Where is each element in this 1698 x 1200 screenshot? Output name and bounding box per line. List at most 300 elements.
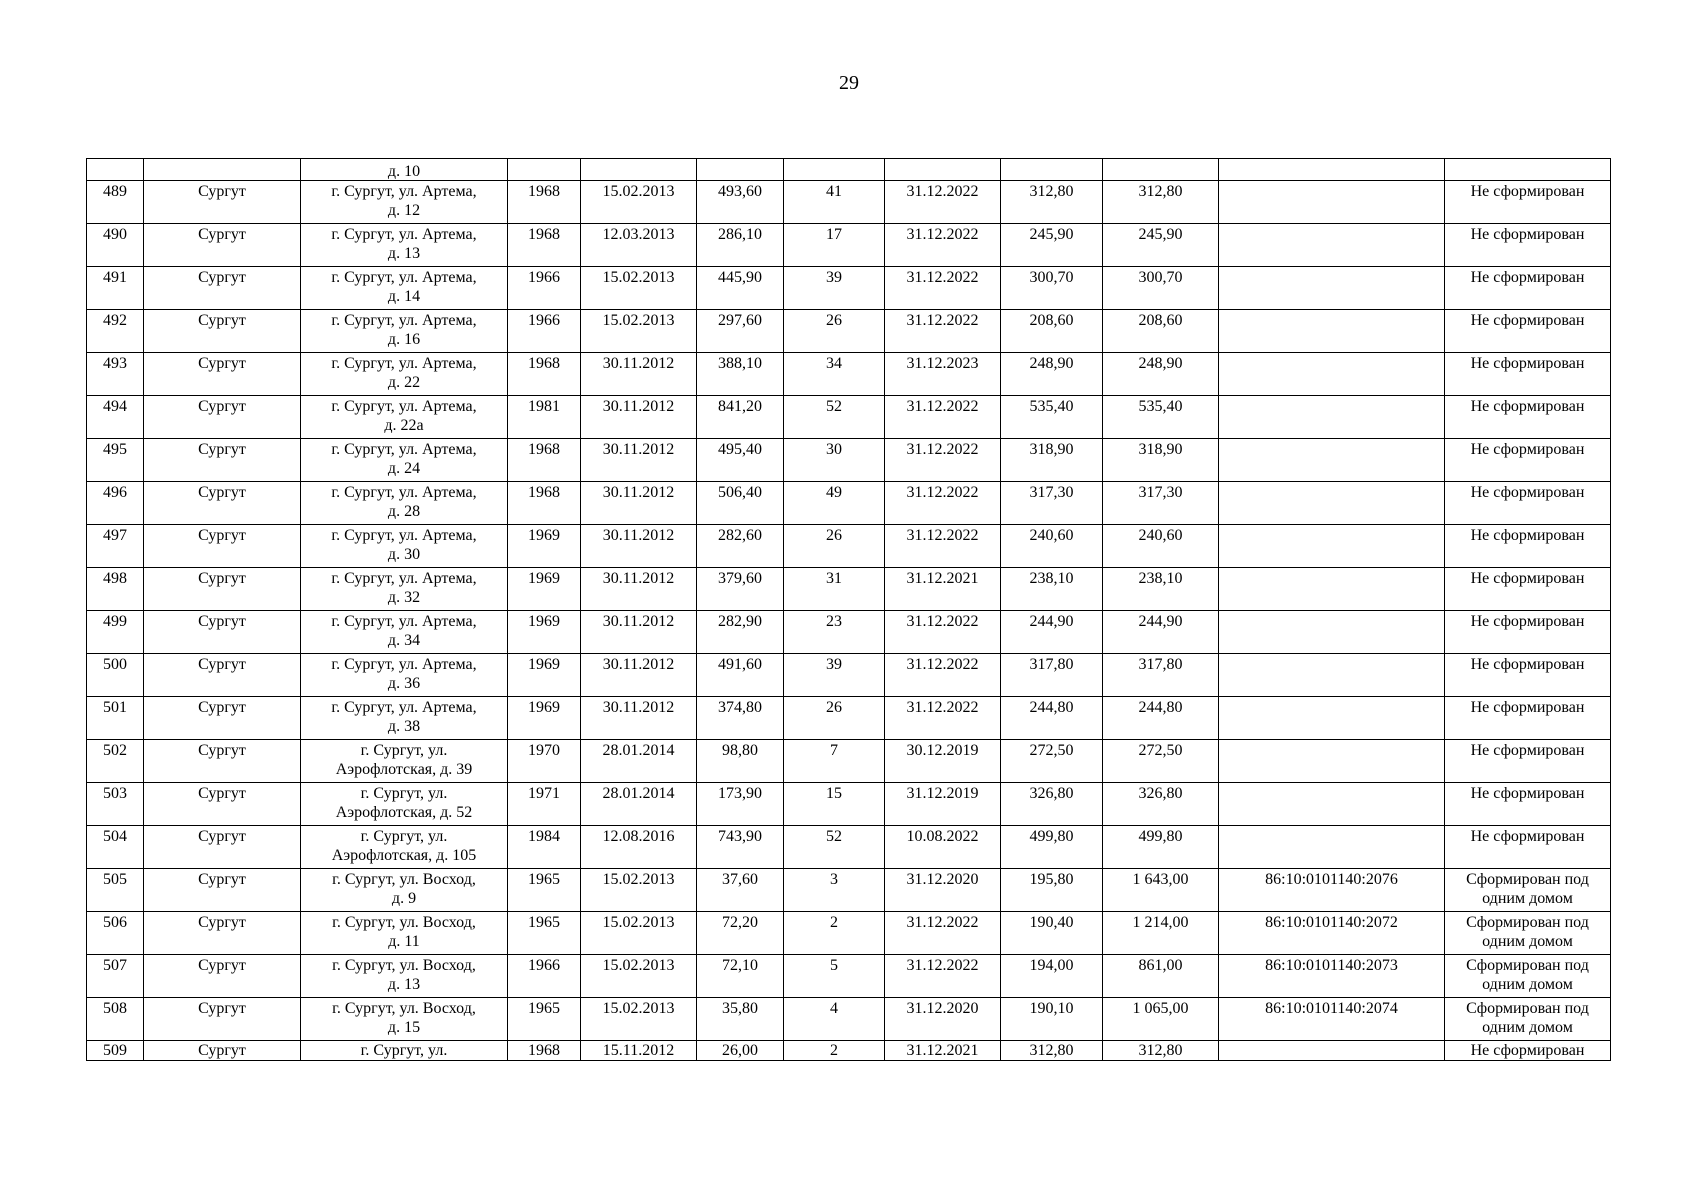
cell-deadline: 31.12.2022 xyxy=(885,955,1001,998)
cell-address-line-1: г. Сургут, ул. Артема, xyxy=(331,355,477,372)
cell-status xyxy=(1445,482,1611,525)
cell-address-line-1: г. Сургут, ул. Артема, xyxy=(331,656,477,673)
cell-address xyxy=(301,525,508,568)
cell-status: Не сформирован xyxy=(1445,1041,1611,1061)
cell-number: 509 xyxy=(87,1041,144,1061)
cell-area: 35,80 xyxy=(697,998,784,1041)
cell-count: 34 xyxy=(784,353,885,396)
cell-cadastral xyxy=(1219,826,1445,869)
cell-count: 5 xyxy=(784,955,885,998)
cell-area-2: 318,90 xyxy=(1001,439,1103,482)
cell-cadastral: 86:10:0101140:2074 xyxy=(1219,998,1445,1041)
cell-area-3: 272,50 xyxy=(1103,740,1219,783)
cell-area: 506,40 xyxy=(697,482,784,525)
cell-city: Сургут xyxy=(144,353,301,396)
cell-count: 2 xyxy=(784,912,885,955)
cell-address-line-2: д. 16 xyxy=(387,331,421,348)
cell-status xyxy=(1445,869,1611,912)
cell-date: 15.02.2013 xyxy=(581,869,697,912)
cell-number: 490 xyxy=(87,224,144,267)
table-row-truncated xyxy=(87,1041,1611,1061)
cell-address-line-2: д. 30 xyxy=(387,546,421,563)
cell-date: 12.03.2013 xyxy=(581,224,697,267)
table-row xyxy=(87,826,1611,869)
cell-area-2: 272,50 xyxy=(1001,740,1103,783)
cell-status xyxy=(1445,568,1611,611)
cell-status xyxy=(1445,912,1611,955)
cell-date: 30.11.2012 xyxy=(581,525,697,568)
cell-area-2: 535,40 xyxy=(1001,396,1103,439)
cell-address xyxy=(301,955,508,998)
cell-deadline: 31.12.2022 xyxy=(885,912,1001,955)
cell-address xyxy=(301,912,508,955)
cell-count: 49 xyxy=(784,482,885,525)
cell-year xyxy=(508,159,581,181)
cell-deadline: 31.12.2022 xyxy=(885,396,1001,439)
cell-date: 30.11.2012 xyxy=(581,353,697,396)
cell-number: 498 xyxy=(87,568,144,611)
cell-date: 30.11.2012 xyxy=(581,396,697,439)
cell-address-line-2: Аэрофлотская, д. 39 xyxy=(335,761,473,778)
cell-area-2: 208,60 xyxy=(1001,310,1103,353)
cell-number: 502 xyxy=(87,740,144,783)
cell-count: 26 xyxy=(784,525,885,568)
cell-date: 15.02.2013 xyxy=(581,955,697,998)
cell-area-3: 326,80 xyxy=(1103,783,1219,826)
cell-address-line-1: г. Сургут, ул. Артема, xyxy=(331,484,477,501)
cell-address-line-1: г. Сургут, ул. Артема, xyxy=(331,183,477,200)
cell-count: 23 xyxy=(784,611,885,654)
cell-area-2: 194,00 xyxy=(1001,955,1103,998)
cell-count: 3 xyxy=(784,869,885,912)
cell-city: Сургут xyxy=(144,482,301,525)
cell-area-3: 317,80 xyxy=(1103,654,1219,697)
cell-address xyxy=(301,740,508,783)
cell-number: 497 xyxy=(87,525,144,568)
cell-area: 282,60 xyxy=(697,525,784,568)
cell-cadastral xyxy=(1219,482,1445,525)
cell-area-3: 535,40 xyxy=(1103,396,1219,439)
cell-area xyxy=(697,159,784,181)
cell-address-line-2: Аэрофлотская, д. 52 xyxy=(335,804,473,821)
cell-status-line-1: Сформирован под xyxy=(1466,957,1589,974)
cell-status xyxy=(1445,396,1611,439)
cell-address-line-1: г. Сургут, ул. Артема, xyxy=(331,699,477,716)
cell-area: 493,60 xyxy=(697,181,784,224)
table-row xyxy=(87,396,1611,439)
cell-area-3 xyxy=(1103,159,1219,181)
cell-address-line-2: д. 32 xyxy=(387,589,421,606)
cell-status-line-1: Не сформирован xyxy=(1470,785,1585,802)
cell-area: 743,90 xyxy=(697,826,784,869)
cell-year: 1970 xyxy=(508,740,581,783)
cell-deadline: 31.12.2022 xyxy=(885,611,1001,654)
cell-number: 495 xyxy=(87,439,144,482)
cell-count: 15 xyxy=(784,783,885,826)
cell-date: 15.02.2013 xyxy=(581,181,697,224)
cell-status xyxy=(1445,525,1611,568)
cell-year: 1969 xyxy=(508,654,581,697)
table-row xyxy=(87,783,1611,826)
cell-area: 72,20 xyxy=(697,912,784,955)
cell-status xyxy=(1445,310,1611,353)
cell-address-line-1: г. Сургут, ул. Артема, xyxy=(331,226,477,243)
table-row xyxy=(87,740,1611,783)
cell-number: 504 xyxy=(87,826,144,869)
cell-cadastral: 86:10:0101140:2072 xyxy=(1219,912,1445,955)
cell-address-line-1: г. Сургут, ул. Артема, xyxy=(331,398,477,415)
cell-date: 30.11.2012 xyxy=(581,568,697,611)
cell-address-line-2: д. 24 xyxy=(387,460,421,477)
cell-area-2: 312,80 xyxy=(1001,181,1103,224)
cell-city: Сургут xyxy=(144,267,301,310)
cell-deadline xyxy=(885,159,1001,181)
cell-date: 28.01.2014 xyxy=(581,740,697,783)
cell-area: 286,10 xyxy=(697,224,784,267)
cell-city: Сургут xyxy=(144,783,301,826)
cell-date: 30.11.2012 xyxy=(581,482,697,525)
cell-address-line-2: д. 36 xyxy=(387,675,421,692)
cell-address-line-2: д. 22а xyxy=(384,417,424,434)
cell-deadline: 31.12.2022 xyxy=(885,697,1001,740)
cell-address-line-1: г. Сургут, ул. Артема, xyxy=(331,441,477,458)
table-row xyxy=(87,439,1611,482)
cell-cadastral xyxy=(1219,783,1445,826)
cell-number: 501 xyxy=(87,697,144,740)
cell-address-line-2: д. 9 xyxy=(391,890,417,907)
cell-status-line-1: Не сформирован xyxy=(1470,269,1585,286)
cell-area: 445,90 xyxy=(697,267,784,310)
cell-address-line-1: г. Сургут, ул. Восход, xyxy=(332,914,476,931)
cell-area: 297,60 xyxy=(697,310,784,353)
cell-address xyxy=(301,568,508,611)
cell-area: 173,90 xyxy=(697,783,784,826)
cell-area-3: 300,70 xyxy=(1103,267,1219,310)
cell-date: 15.02.2013 xyxy=(581,310,697,353)
cell-area-2: 190,10 xyxy=(1001,998,1103,1041)
cell-area-3: 244,80 xyxy=(1103,697,1219,740)
cell-status xyxy=(1445,998,1611,1041)
cell-area-2: 245,90 xyxy=(1001,224,1103,267)
cell-count: 4 xyxy=(784,998,885,1041)
cell-date: 28.01.2014 xyxy=(581,783,697,826)
cell-date: 30.11.2012 xyxy=(581,697,697,740)
table-row xyxy=(87,310,1611,353)
cell-address-line-1: г. Сургут, ул. xyxy=(360,742,448,759)
cell-cadastral xyxy=(1219,353,1445,396)
registry-body xyxy=(87,159,1611,1061)
cell-area: 26,00 xyxy=(697,1041,784,1061)
cell-area-2: 244,80 xyxy=(1001,697,1103,740)
cell-deadline: 31.12.2021 xyxy=(885,568,1001,611)
cell-date: 15.11.2012 xyxy=(581,1041,697,1061)
cell-cadastral xyxy=(1219,224,1445,267)
cell-year: 1968 xyxy=(508,353,581,396)
cell-area: 491,60 xyxy=(697,654,784,697)
cell-area-2: 240,60 xyxy=(1001,525,1103,568)
cell-area-3: 240,60 xyxy=(1103,525,1219,568)
cell-area-3: 312,80 xyxy=(1103,1041,1219,1061)
cell-cadastral xyxy=(1219,654,1445,697)
cell-number: 496 xyxy=(87,482,144,525)
table-row-continued xyxy=(87,159,1611,181)
cell-cadastral xyxy=(1219,159,1445,181)
cell-status xyxy=(1445,783,1611,826)
cell-number: 494 xyxy=(87,396,144,439)
cell-cadastral xyxy=(1219,1041,1445,1061)
cell-status xyxy=(1445,439,1611,482)
cell-address-line-2: д. 14 xyxy=(387,288,421,305)
cell-cadastral xyxy=(1219,396,1445,439)
cell-area-2: 248,90 xyxy=(1001,353,1103,396)
cell-city xyxy=(144,159,301,181)
cell-address-line-1: г. Сургут, ул. Восход, xyxy=(332,871,476,888)
cell-status-line-1: Не сформирован xyxy=(1470,742,1585,759)
cell-status xyxy=(1445,611,1611,654)
cell-cadastral xyxy=(1219,267,1445,310)
cell-address xyxy=(301,697,508,740)
cell-area: 841,20 xyxy=(697,396,784,439)
cell-area-2: 317,30 xyxy=(1001,482,1103,525)
cell-date: 15.02.2013 xyxy=(581,998,697,1041)
cell-area-2: 317,80 xyxy=(1001,654,1103,697)
cell-status-line-2: одним домом xyxy=(1482,933,1573,950)
cell-number: 493 xyxy=(87,353,144,396)
cell-city: Сургут xyxy=(144,611,301,654)
cell-deadline: 31.12.2020 xyxy=(885,869,1001,912)
cell-area: 72,10 xyxy=(697,955,784,998)
cell-count: 39 xyxy=(784,654,885,697)
cell-city: Сургут xyxy=(144,439,301,482)
table-row xyxy=(87,224,1611,267)
cell-address-line-1: г. Сургут, ул. Артема, xyxy=(331,613,477,630)
cell-address-line-1: г. Сургут, ул. Артема, xyxy=(331,312,477,329)
cell-number: 503 xyxy=(87,783,144,826)
cell-area: 495,40 xyxy=(697,439,784,482)
cell-cadastral xyxy=(1219,310,1445,353)
table-row xyxy=(87,869,1611,912)
cell-area-2: 326,80 xyxy=(1001,783,1103,826)
cell-address-line-1: г. Сургут, ул. xyxy=(360,785,448,802)
cell-deadline: 31.12.2022 xyxy=(885,654,1001,697)
cell-status-line-1: Не сформирован xyxy=(1470,355,1585,372)
cell-area-3: 499,80 xyxy=(1103,826,1219,869)
cell-deadline: 31.12.2022 xyxy=(885,181,1001,224)
cell-count: 30 xyxy=(784,439,885,482)
cell-year: 1966 xyxy=(508,267,581,310)
cell-city: Сургут xyxy=(144,525,301,568)
cell-address xyxy=(301,396,508,439)
cell-address: д. 10 xyxy=(301,159,508,181)
cell-status xyxy=(1445,353,1611,396)
cell-year: 1984 xyxy=(508,826,581,869)
cell-cadastral: 86:10:0101140:2076 xyxy=(1219,869,1445,912)
cell-year: 1969 xyxy=(508,525,581,568)
cell-cadastral xyxy=(1219,525,1445,568)
cell-area-3: 312,80 xyxy=(1103,181,1219,224)
table-row xyxy=(87,181,1611,224)
table-row xyxy=(87,697,1611,740)
cell-status-line-1: Не сформирован xyxy=(1470,828,1585,845)
cell-count: 41 xyxy=(784,181,885,224)
cell-city: Сургут xyxy=(144,310,301,353)
cell-deadline: 31.12.2022 xyxy=(885,482,1001,525)
cell-year: 1965 xyxy=(508,869,581,912)
cell-city: Сургут xyxy=(144,1041,301,1061)
cell-count: 2 xyxy=(784,1041,885,1061)
cell-number: 499 xyxy=(87,611,144,654)
cell-status xyxy=(1445,826,1611,869)
cell-year: 1969 xyxy=(508,568,581,611)
cell-cadastral: 86:10:0101140:2073 xyxy=(1219,955,1445,998)
cell-status-line-1: Не сформирован xyxy=(1470,226,1585,243)
cell-number: 500 xyxy=(87,654,144,697)
cell-status xyxy=(1445,267,1611,310)
cell-status-line-2: одним домом xyxy=(1482,890,1573,907)
cell-city: Сургут xyxy=(144,224,301,267)
cell-address-line-2: д. 15 xyxy=(387,1019,421,1036)
cell-address xyxy=(301,353,508,396)
cell-address-line-1: г. Сургут, ул. Артема, xyxy=(331,269,477,286)
cell-address-line-2: д. 34 xyxy=(387,632,421,649)
cell-deadline: 31.12.2021 xyxy=(885,1041,1001,1061)
cell-deadline: 31.12.2019 xyxy=(885,783,1001,826)
cell-city: Сургут xyxy=(144,654,301,697)
cell-area-3: 861,00 xyxy=(1103,955,1219,998)
cell-count: 26 xyxy=(784,310,885,353)
table-row xyxy=(87,611,1611,654)
cell-year: 1981 xyxy=(508,396,581,439)
cell-year: 1968 xyxy=(508,1041,581,1061)
cell-area-3: 318,90 xyxy=(1103,439,1219,482)
cell-city: Сургут xyxy=(144,998,301,1041)
cell-address-line-2: Аэрофлотская, д. 105 xyxy=(331,847,477,864)
table-row xyxy=(87,654,1611,697)
cell-area-3: 244,90 xyxy=(1103,611,1219,654)
cell-city: Сургут xyxy=(144,826,301,869)
table-row xyxy=(87,998,1611,1041)
cell-city: Сургут xyxy=(144,869,301,912)
table-row xyxy=(87,955,1611,998)
cell-city: Сургут xyxy=(144,568,301,611)
cell-address xyxy=(301,181,508,224)
cell-count: 17 xyxy=(784,224,885,267)
cell-address-line-2: д. 28 xyxy=(387,503,421,520)
cell-cadastral xyxy=(1219,740,1445,783)
cell-area-3: 238,10 xyxy=(1103,568,1219,611)
cell-count xyxy=(784,159,885,181)
cell-address xyxy=(301,783,508,826)
cell-address xyxy=(301,267,508,310)
table-row xyxy=(87,353,1611,396)
cell-deadline: 31.12.2022 xyxy=(885,525,1001,568)
cell-status-line-1: Не сформирован xyxy=(1470,183,1585,200)
registry-table xyxy=(86,158,1611,1061)
cell-address xyxy=(301,224,508,267)
cell-area-3: 1 065,00 xyxy=(1103,998,1219,1041)
cell-count: 52 xyxy=(784,826,885,869)
cell-status xyxy=(1445,224,1611,267)
cell-address xyxy=(301,611,508,654)
cell-count: 31 xyxy=(784,568,885,611)
cell-count: 26 xyxy=(784,697,885,740)
cell-status-line-1: Не сформирован xyxy=(1470,441,1585,458)
cell-count: 7 xyxy=(784,740,885,783)
cell-status xyxy=(1445,740,1611,783)
cell-address-line-1: г. Сургут, ул. Восход, xyxy=(332,1000,476,1017)
cell-status xyxy=(1445,654,1611,697)
cell-area: 37,60 xyxy=(697,869,784,912)
cell-status-line-1: Не сформирован xyxy=(1470,656,1585,673)
cell-year: 1966 xyxy=(508,310,581,353)
cell-deadline: 30.12.2019 xyxy=(885,740,1001,783)
cell-status-line-1: Не сформирован xyxy=(1470,484,1585,501)
cell-area-2: 190,40 xyxy=(1001,912,1103,955)
cell-deadline: 31.12.2022 xyxy=(885,267,1001,310)
cell-date: 12.08.2016 xyxy=(581,826,697,869)
cell-city: Сургут xyxy=(144,697,301,740)
cell-date: 30.11.2012 xyxy=(581,654,697,697)
cell-city: Сургут xyxy=(144,740,301,783)
cell-address: г. Сургут, ул. xyxy=(301,1041,508,1061)
cell-status-line-1: Сформирован под xyxy=(1466,871,1589,888)
table-row xyxy=(87,568,1611,611)
cell-number: 492 xyxy=(87,310,144,353)
cell-year: 1965 xyxy=(508,912,581,955)
cell-address-line-2: д. 22 xyxy=(387,374,421,391)
cell-address xyxy=(301,654,508,697)
table-row xyxy=(87,525,1611,568)
cell-area-3: 317,30 xyxy=(1103,482,1219,525)
cell-date: 30.11.2012 xyxy=(581,439,697,482)
cell-area-2: 244,90 xyxy=(1001,611,1103,654)
cell-year: 1969 xyxy=(508,611,581,654)
cell-city: Сургут xyxy=(144,396,301,439)
cell-status-line-1: Сформирован под xyxy=(1466,914,1589,931)
cell-area-2: 499,80 xyxy=(1001,826,1103,869)
cell-year: 1966 xyxy=(508,955,581,998)
cell-count: 52 xyxy=(784,396,885,439)
cell-area: 379,60 xyxy=(697,568,784,611)
cell-deadline: 31.12.2022 xyxy=(885,310,1001,353)
cell-cadastral xyxy=(1219,697,1445,740)
cell-status-line-1: Сформирован под xyxy=(1466,1000,1589,1017)
cell-area-2: 238,10 xyxy=(1001,568,1103,611)
cell-number: 507 xyxy=(87,955,144,998)
cell-cadastral xyxy=(1219,439,1445,482)
cell-area-2: 195,80 xyxy=(1001,869,1103,912)
cell-cadastral xyxy=(1219,611,1445,654)
cell-cadastral xyxy=(1219,568,1445,611)
cell-address xyxy=(301,310,508,353)
table-row xyxy=(87,482,1611,525)
cell-area: 98,80 xyxy=(697,740,784,783)
cell-status-line-1: Не сформирован xyxy=(1470,527,1585,544)
cell-address-line-1: г. Сургут, ул. Артема, xyxy=(331,570,477,587)
cell-deadline: 31.12.2020 xyxy=(885,998,1001,1041)
cell-area-2: 300,70 xyxy=(1001,267,1103,310)
cell-status-line-1: Не сформирован xyxy=(1470,570,1585,587)
cell-year: 1969 xyxy=(508,697,581,740)
cell-area-2: 312,80 xyxy=(1001,1041,1103,1061)
cell-area-3: 245,90 xyxy=(1103,224,1219,267)
cell-deadline: 31.12.2023 xyxy=(885,353,1001,396)
cell-status-line-1: Не сформирован xyxy=(1470,699,1585,716)
cell-address xyxy=(301,482,508,525)
cell-area: 388,10 xyxy=(697,353,784,396)
cell-address-line-2: д. 38 xyxy=(387,718,421,735)
cell-date: 30.11.2012 xyxy=(581,611,697,654)
